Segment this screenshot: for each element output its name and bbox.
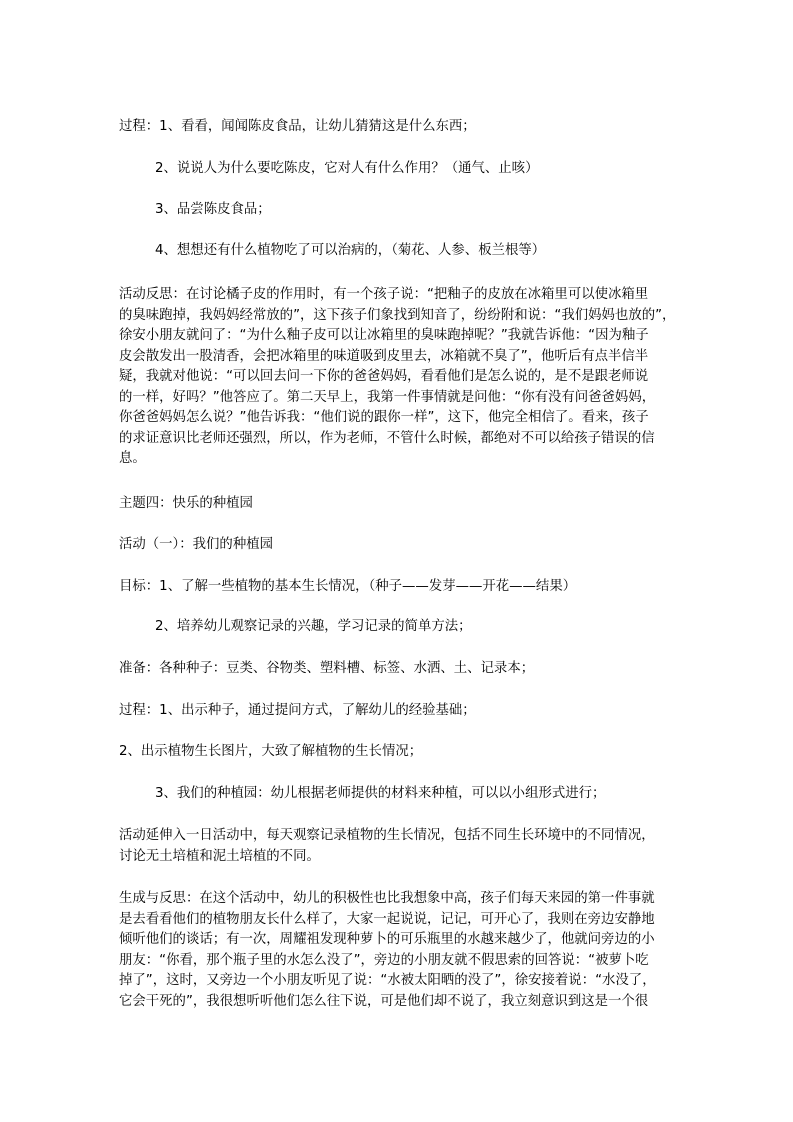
reflection-line: 徐安小朋友就问了：“为什么釉子皮可以让冰箱里的臭味跑掉呢？”我就告诉他：“因为釉子 [119, 328, 649, 343]
reflection-line: 你爸爸妈妈怎么说？”他告诉我：“他们说的跟你一样”，这下，他完全相信了。看来，孩子 [119, 410, 649, 425]
reflection-line: 息。 [119, 451, 146, 466]
generation-line: 掉了”，这时，又旁边一个小朋友听见了说：“水被太阳晒的没了”，徐安接着说：“水没了， [119, 973, 656, 988]
generation-line: 是去看看他们的植物朋友长什么样了，大家一起说说，记记，可开心了，我则在旁边安静地 [119, 911, 655, 927]
reflection-line: 皮会散发出一股清香，会把冰箱里的味道吸到皮里去，冰箱就不臭了”，他听后有点半信半 [119, 348, 649, 364]
generation-reflection-paragraph [119, 889, 679, 1012]
generation-line: 朋友：“你看，那个瓶子里的水怎么没了”，旁边的小朋友就不假思索的回答说：“被萝卜吃 [119, 952, 649, 968]
extension-line: 活动延伸入一日活动中，每天观察记录植物的生长情况，包括不同生长环境中的不同情况， [119, 828, 655, 843]
goal-1: 目标：1、了解一些植物的基本生长情况，（种子——发芽——开花——结果） [119, 579, 577, 594]
process-1: 过程：1、出示种子，通过提问方式，了解幼儿的经验基础； [119, 703, 476, 718]
extension-line: 讨论无土培植和泥土培植的不同。 [119, 848, 320, 864]
process-step-4: 4、想想还有什么植物吃了可以治病的，（菊花、人参、板兰根等） [155, 243, 546, 258]
activity-reflection-paragraph [119, 285, 679, 470]
generation-line: 生成与反思：在这个活动中，幼儿的积极性也比我想象中高，孩子们每天来园的第一件事就 [119, 891, 655, 906]
reflection-line: 活动反思：在讨论橘子皮的作用时，有一个孩子说：“把釉子的皮放在冰箱里可以使冰箱里 [119, 287, 649, 302]
reflection-line: 的求证意识比老师还强烈，所以，作为老师，不管什么时候，都绝对不可以给孩子错误的信 [119, 430, 655, 446]
reflection-line: 的一样，好吗？”他答应了。第二天早上，我第一件事情就是问他：“你有没有问爸爸妈妈， [119, 389, 656, 405]
activity-extension-paragraph [119, 826, 679, 867]
process-step-3: 3、品尝陈皮食品； [155, 202, 271, 217]
process-step-2: 2、说说人为什么要吃陈皮，它对人有什么作用？（通气、止咳） [155, 161, 539, 176]
goal-2: 2、培养幼儿观察记录的兴趣，学习记录的简单方法； [155, 619, 472, 634]
preparation: 准备：各种种子：豆类、谷物类、塑料槽、标签、水洒、土、记录本； [119, 661, 535, 676]
reflection-line: 的臭味跑掉，我妈妈经常放的”，这下孩子们象找到知音了，纷纷附和说：“我们妈妈也放的”， [119, 307, 676, 323]
process-3: 3、我们的种植园：幼儿根据老师提供的材料来种植，可以以小组形式进行； [155, 786, 606, 801]
process-step-1: 过程：1、看看，闻闻陈皮食品，让幼儿猜猜这是什么东西； [119, 119, 476, 134]
reflection-line: 疑，我就对他说：“可以回去问一下你的爸爸妈妈，看看他们是怎么说的，是不是跟老师说 [119, 369, 649, 384]
generation-line: 它会干死的”，我很想听听他们怎么往下说，可是他们却不说了，我立刻意识到这是一个很 [119, 993, 649, 1009]
theme-heading: 主题四：快乐的种植园 [119, 496, 253, 511]
process-2: 2、出示植物生长图片，大致了解植物的生长情况； [119, 744, 423, 759]
generation-line: 倾听他们的谈话；有一次，周耀祖发现种萝卜的可乐瓶里的水越来越少了，他就问旁边的小 [119, 932, 655, 947]
activity-heading: 活动（一）：我们的种植园 [119, 537, 273, 552]
